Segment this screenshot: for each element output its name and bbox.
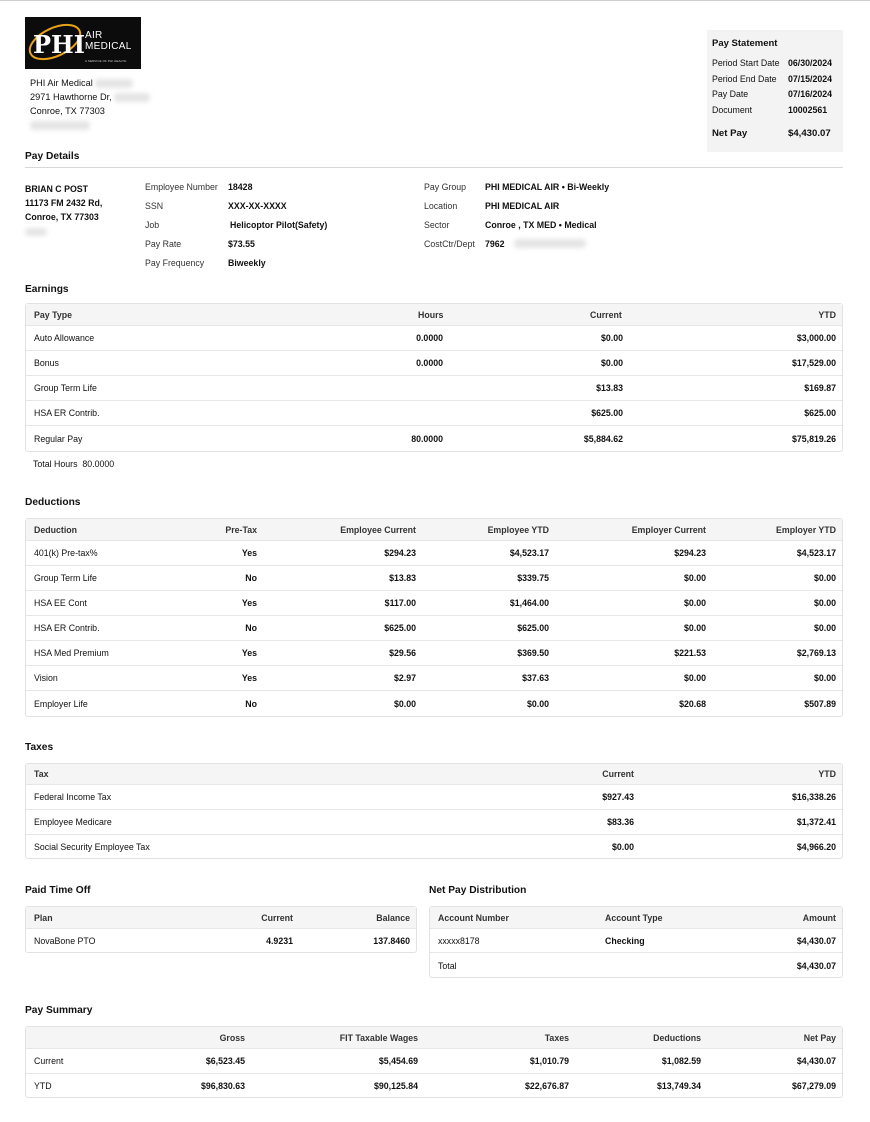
cell-employer-ytd: $507.89 (804, 698, 836, 709)
table-row (26, 426, 842, 451)
table-row (26, 666, 842, 691)
cell-pay-type: HSA ER Contrib. (34, 408, 100, 418)
table-row (26, 351, 842, 376)
cell-pre-tax: Yes (241, 648, 257, 658)
cell-ytd: $4,966.20 (796, 842, 836, 852)
cell-employer-ytd: $0.00 (813, 598, 836, 608)
net-pay-row: Net Pay $4,430.07 (712, 128, 831, 139)
col-deduction: Deduction (34, 524, 78, 535)
cell-deduction: 401(k) Pre-tax% (34, 548, 98, 558)
cell-deduction: Vision (34, 673, 58, 683)
col-balance: Balance (376, 912, 410, 923)
cell-employer-ytd: $4,523.17 (796, 548, 836, 558)
cell-total-label: Total (438, 960, 457, 971)
cell-pre-tax: No (245, 623, 257, 633)
cell-plan: NovaBone PTO (34, 936, 96, 946)
employee-address-line1: 11173 FM 2432 Rd, (25, 198, 103, 208)
col-pay-type: Pay Type (34, 309, 72, 320)
table-row (26, 591, 842, 616)
cell-employer-current: $20.68 (679, 698, 706, 709)
cell-account-number: xxxxx8178 (438, 935, 480, 946)
table-row (26, 641, 842, 666)
col-current: Current (590, 309, 622, 320)
cell-current: $0.00 (600, 333, 623, 343)
table-row (26, 810, 842, 835)
col-tax: Tax (34, 769, 49, 779)
employee-name: BRIAN C POST (25, 184, 89, 194)
cell-current: $13.83 (596, 383, 623, 393)
cell-pay-type: Auto Allowance (34, 333, 95, 343)
col-account-type: Account Type (605, 912, 663, 923)
table-header (26, 907, 416, 929)
cell-pre-tax: Yes (241, 598, 257, 608)
cell-hours: 0.0000 (416, 333, 443, 343)
col-ytd: YTD (818, 309, 836, 320)
cell-account-type: Checking (605, 935, 645, 946)
cell-employee-ytd: $339.75 (517, 573, 549, 583)
pto-table (25, 906, 417, 953)
table-header (26, 764, 842, 785)
company-logo (25, 17, 141, 69)
redacted-line (25, 224, 102, 238)
cell-tax: Social Security Employee Tax (34, 842, 150, 852)
col-taxes: Taxes (544, 1032, 569, 1043)
col-plan: Plan (34, 912, 53, 923)
cell-employer-ytd: $2,769.13 (796, 648, 836, 658)
table-header (26, 304, 842, 326)
cell-taxes: $22,676.87 (524, 1081, 569, 1091)
cell-employer-current: $0.00 (683, 573, 706, 583)
earnings-title: Earnings (25, 284, 69, 295)
table-row (26, 835, 842, 859)
cell-ytd: $169.87 (804, 383, 836, 393)
cell-hours: 0.0000 (416, 358, 443, 368)
cell-employee-current: $2.97 (393, 673, 416, 683)
col-employee-current: Employee Current (340, 524, 416, 535)
cell-current: $0.00 (611, 842, 634, 852)
cell-current: $927.43 (602, 792, 634, 802)
col-employee-ytd: Employee YTD (487, 524, 549, 535)
col-account-number: Account Number (438, 912, 509, 923)
table-row (26, 1049, 842, 1074)
cell-period: Current (34, 1056, 64, 1066)
taxes-table (25, 763, 843, 859)
cell-balance: 137.8460 (373, 936, 410, 946)
col-employer-current: Employer Current (631, 524, 706, 535)
col-fit-taxable-wages: FIT Taxable Wages (339, 1032, 418, 1043)
pay-summary-title: Pay Summary (25, 1005, 93, 1016)
employee-address-line2: Conroe, TX 77303 (25, 212, 99, 222)
table-row (26, 376, 842, 401)
divider (25, 167, 843, 168)
col-deductions: Deductions (653, 1032, 701, 1043)
cell-current: $625.00 (591, 408, 623, 418)
pay-summary-table (25, 1026, 843, 1098)
cell-fit-taxable-wages: $5,454.69 (378, 1056, 418, 1066)
cell-employee-current: $0.00 (393, 698, 416, 709)
cell-employee-ytd: $0.00 (526, 698, 549, 709)
cell-pre-tax: Yes (241, 673, 257, 683)
cell-pre-tax: No (245, 698, 257, 709)
cell-ytd: $75,819.26 (791, 433, 836, 444)
cell-employer-current: $221.53 (674, 648, 706, 658)
cell-net-pay: $4,430.07 (796, 1056, 836, 1066)
cell-amount: $4,430.07 (796, 935, 836, 946)
cell-tax: Employee Medicare (34, 817, 112, 827)
statement-row: Period Start Date 06/30/2024 (712, 58, 833, 68)
table-row (26, 785, 842, 810)
cell-total-amount: $4,430.07 (796, 960, 836, 971)
statement-row: Period End Date 07/15/2024 (712, 73, 833, 84)
logo-wordmark: AIR MEDICAL (85, 30, 132, 52)
pay-statement-box (707, 30, 843, 152)
cell-net-pay: $67,279.09 (791, 1081, 836, 1091)
cell-pay-type: Bonus (34, 358, 59, 368)
col-current: Current (602, 769, 634, 779)
cell-current: 4.9231 (266, 936, 293, 946)
cell-employee-current: $294.23 (384, 548, 416, 558)
cell-employer-ytd: $0.00 (813, 623, 836, 633)
taxes-title: Taxes (25, 742, 54, 753)
cell-pre-tax: Yes (241, 548, 257, 558)
top-border (0, 0, 870, 1)
net-pay-distribution-title: Net Pay Distribution (429, 885, 527, 896)
col-gross: Gross (219, 1032, 245, 1043)
cell-gross: $96,830.63 (200, 1081, 245, 1091)
pay-statement-title: Pay Statement (712, 38, 778, 49)
pay-details-title: Pay Details (25, 151, 80, 162)
cell-deductions: $1,082.59 (661, 1056, 701, 1066)
phi-monogram-icon (25, 17, 85, 69)
cell-employee-ytd: $625.00 (517, 623, 549, 633)
cell-employee-current: $29.56 (389, 648, 416, 658)
cell-ytd: $3,000.00 (796, 333, 836, 343)
cell-current: $5,884.62 (583, 433, 623, 444)
cell-fit-taxable-wages: $90,125.84 (373, 1081, 418, 1091)
employee-address (25, 182, 102, 238)
cell-period: YTD (34, 1081, 52, 1091)
svg-text:PHI: PHI (33, 30, 85, 59)
cell-pay-type: Regular Pay (34, 433, 83, 444)
table-row (26, 401, 842, 426)
table-total-row (430, 953, 842, 978)
cell-deduction: Employer Life (34, 698, 88, 709)
table-row (26, 541, 842, 566)
cell-deduction: Group Term Life (34, 573, 97, 583)
cell-hours: 80.0000 (411, 433, 443, 444)
table-row (430, 929, 842, 953)
cell-ytd: $16,338.26 (791, 792, 836, 802)
cell-ytd: $17,529.00 (791, 358, 836, 368)
net-pay-distribution-table (429, 906, 843, 978)
cell-employer-ytd: $0.00 (813, 673, 836, 683)
cell-employer-ytd: $0.00 (813, 573, 836, 583)
logo-tagline: A SERVICE OF PHI HEALTH (85, 59, 127, 63)
table-row (26, 929, 416, 953)
company-address-line2: Conroe, TX 77303 (30, 106, 105, 116)
table-row (26, 691, 842, 716)
cell-employee-ytd: $1,464.00 (509, 598, 549, 608)
table-header (26, 519, 842, 541)
cell-employee-current: $117.00 (384, 598, 416, 608)
cell-employer-current: $0.00 (683, 623, 706, 633)
cell-employee-current: $13.83 (389, 573, 416, 583)
cell-gross: $6,523.45 (205, 1056, 245, 1066)
cell-tax: Federal Income Tax (34, 792, 112, 802)
table-header (430, 907, 842, 929)
cell-current: $83.36 (607, 817, 634, 827)
table-row (26, 326, 842, 351)
cell-employee-ytd: $37.63 (522, 673, 549, 683)
cell-deductions: $13,749.34 (656, 1081, 701, 1091)
company-address-line1: 2971 Hawthorne Dr, (30, 90, 150, 104)
cell-employee-current: $625.00 (384, 623, 416, 633)
cell-taxes: $1,010.79 (529, 1056, 569, 1066)
col-amount: Amount (802, 912, 836, 923)
col-net-pay: Net Pay (803, 1032, 836, 1043)
statement-row: Pay Date 07/16/2024 (712, 89, 833, 99)
table-row (26, 1074, 842, 1098)
deductions-title: Deductions (25, 497, 81, 508)
pto-title: Paid Time Off (25, 885, 91, 896)
cell-employer-current: $294.23 (674, 548, 706, 558)
cell-deduction: HSA ER Contrib. (34, 623, 100, 633)
cell-pre-tax: No (245, 573, 257, 583)
cell-pay-type: Group Term Life (34, 383, 97, 393)
col-hours: Hours (418, 309, 444, 320)
cell-deduction: HSA EE Cont (34, 598, 87, 608)
deductions-table (25, 518, 843, 717)
table-row (26, 566, 842, 591)
cell-employer-current: $0.00 (683, 673, 706, 683)
total-hours: Total Hours 80.0000 (33, 459, 115, 469)
company-name: PHI Air Medical (30, 76, 150, 90)
cell-ytd: $1,372.41 (796, 817, 836, 827)
statement-row: Document 10002561 (712, 104, 828, 115)
redacted-line (30, 118, 150, 132)
table-header (26, 1027, 842, 1049)
col-employer-ytd: Employer YTD (776, 524, 836, 535)
cell-deduction: HSA Med Premium (34, 648, 109, 658)
table-row (26, 616, 842, 641)
cell-employee-ytd: $369.50 (517, 648, 549, 658)
col-current: Current (261, 912, 293, 923)
col-ytd: YTD (818, 769, 836, 779)
earnings-table (25, 303, 843, 452)
col-pre-tax: Pre-Tax (225, 524, 257, 535)
cell-current: $0.00 (600, 358, 623, 368)
cell-employer-current: $0.00 (683, 598, 706, 608)
cell-ytd: $625.00 (804, 408, 836, 418)
company-address (30, 76, 150, 132)
cell-employee-ytd: $4,523.17 (509, 548, 549, 558)
